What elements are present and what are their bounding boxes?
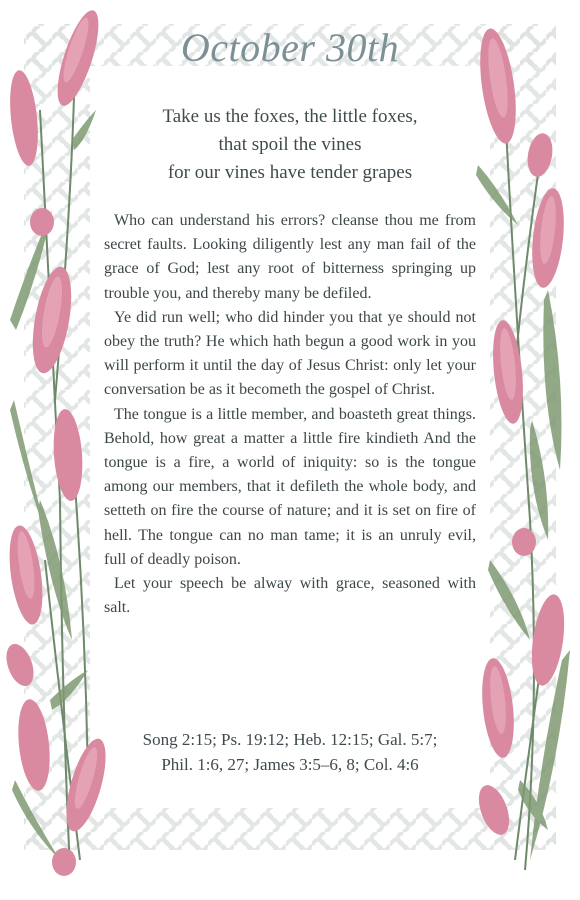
reference-line: Song 2:15; Ps. 19:12; Heb. 12:15; Gal. 5:7; — [142, 730, 438, 749]
key-verse-line: that spoil the vines — [218, 134, 362, 155]
key-verse-line: Take us the foxes, the little foxes, — [162, 106, 418, 127]
body-paragraph: Who can understand his errors? cleanse thou me from secret faults. Looking diligently lest any man fail of the grace of God; lest any root of bitterness springing up trouble you, and thereby many be defiled. — [104, 212, 476, 302]
key-verse-line: for our vines have tender grapes — [167, 162, 413, 183]
body-paragraph: The tongue is a little member, and boasteth great things. Behold, how great a matter a little fire kindieth And the tongue is a fire, a world of iniquity: so is the tongue among our members, that it defileth the whole body, and setteth on fire the course of nature; and it is set on fire of hell. The tongue can no man tame; it is an unruly evil, full of deadly poison. — [104, 405, 476, 568]
body-paragraph: Let your speech be alway with grace, seasoned with salt. — [104, 575, 476, 617]
scripture-references — [104, 727, 476, 777]
body-paragraph: Ye did run well; who did hinder you that ye should not obey the truth? He which hath begun a good work in you will perform it until the day of Jesus Christ: only let your conversation be as it becometh the gospel of Christ. — [104, 308, 476, 399]
devotional-body — [104, 209, 476, 620]
page-title: October 30th — [180, 25, 400, 70]
key-verse — [104, 103, 476, 187]
reference-line: Phil. 1:6, 27; James 3:5–6, 8; Col. 4:6 — [161, 755, 419, 774]
